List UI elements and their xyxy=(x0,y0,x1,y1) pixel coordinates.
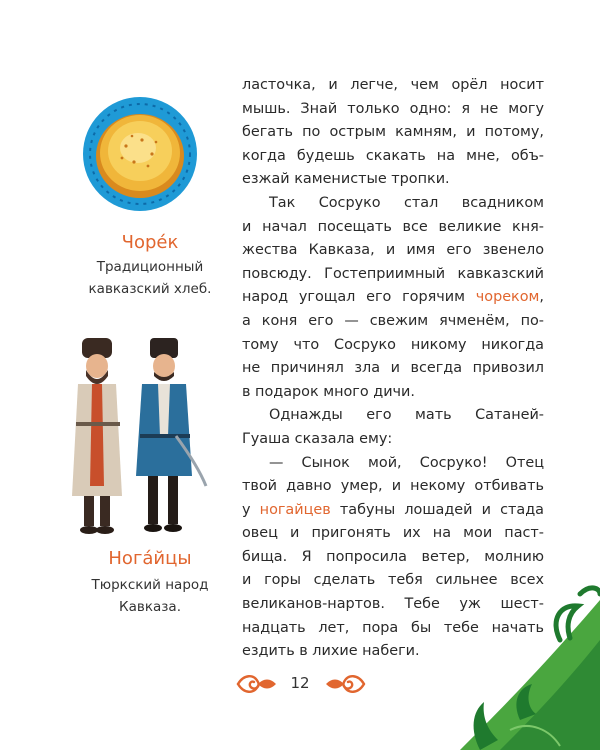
highlight-nogaitsev: ногайцев xyxy=(259,501,331,518)
glossary-description-chorek xyxy=(55,256,245,300)
glossary-term-chorek: Чорéк xyxy=(121,232,179,253)
description-line: Тюркский народ xyxy=(91,577,209,593)
glossary-term-nogaitsy: Ногáйцы xyxy=(108,548,192,569)
text-line: и горы сделать тебя сильнее всех xyxy=(242,572,544,589)
text-line xyxy=(242,286,544,310)
text-line: Однажды его мать Сатаней- xyxy=(269,407,544,424)
text-line: великанов-нартов. Тебе уж шест- xyxy=(242,596,544,613)
text-line: езжай каменистые тропки. xyxy=(242,171,450,188)
text-line xyxy=(242,499,544,523)
text-segment: у xyxy=(242,501,260,518)
ornament-right-icon xyxy=(324,672,366,696)
text-line: в подарок много дичи. xyxy=(242,383,415,400)
description-line: кавказский хлеб. xyxy=(88,281,212,297)
text-line: повсюду. Гостеприимный кавказский xyxy=(242,265,544,282)
text-line: тому что Сосруко никому никогда xyxy=(242,336,544,353)
text-line: надцать лет, пора бы тебе начать xyxy=(242,619,544,636)
text-line: и начал посещать все великие кня- xyxy=(242,218,544,235)
text-line: бегать по острым камням, и потому, xyxy=(242,124,544,141)
text-line: Гуаша сказала ему: xyxy=(242,430,393,447)
text-line: твой давно умер, и некому отбивать xyxy=(242,478,544,495)
text-line: ездить в лихие набеги. xyxy=(242,643,420,660)
text-line: — Сынок мой, Сосруко! Отец xyxy=(269,454,544,471)
bread-icon xyxy=(82,96,198,212)
text-line: когда будешь скакать на мне, объ- xyxy=(242,147,544,164)
text-segment: , xyxy=(539,289,544,306)
text-segment: народ угощал его горячим xyxy=(242,289,476,306)
page-number: 12 xyxy=(290,674,310,692)
text-line: мышь. Знай только одно: я не могу xyxy=(242,100,544,117)
text-line: жества Кавказа, и имя его звенело xyxy=(242,242,544,259)
text-line: Так Сосруко стал всадником xyxy=(269,194,544,211)
grass-decoration-icon xyxy=(440,580,600,750)
text-line: не причинял зла и всегда привозил xyxy=(242,360,544,377)
highlight-chorek: чореком xyxy=(475,289,540,306)
text-line: а коня его — свежим ячменём, по- xyxy=(242,312,544,329)
ornament-left-icon xyxy=(236,672,278,696)
people-icon xyxy=(68,336,218,536)
main-text xyxy=(242,74,544,664)
glossary-description-nogaitsy xyxy=(55,574,245,618)
text-line: овец и пригонять их на мои паст- xyxy=(242,525,544,542)
text-line: ласточка, и легче, чем орёл носит xyxy=(242,77,544,93)
text-segment: табуны лошадей и стада xyxy=(330,501,544,518)
description-line: Кавказа. xyxy=(119,599,181,615)
description-line: Традиционный xyxy=(96,259,204,275)
text-line: бища. Я попросила ветер, молнию xyxy=(242,548,544,565)
